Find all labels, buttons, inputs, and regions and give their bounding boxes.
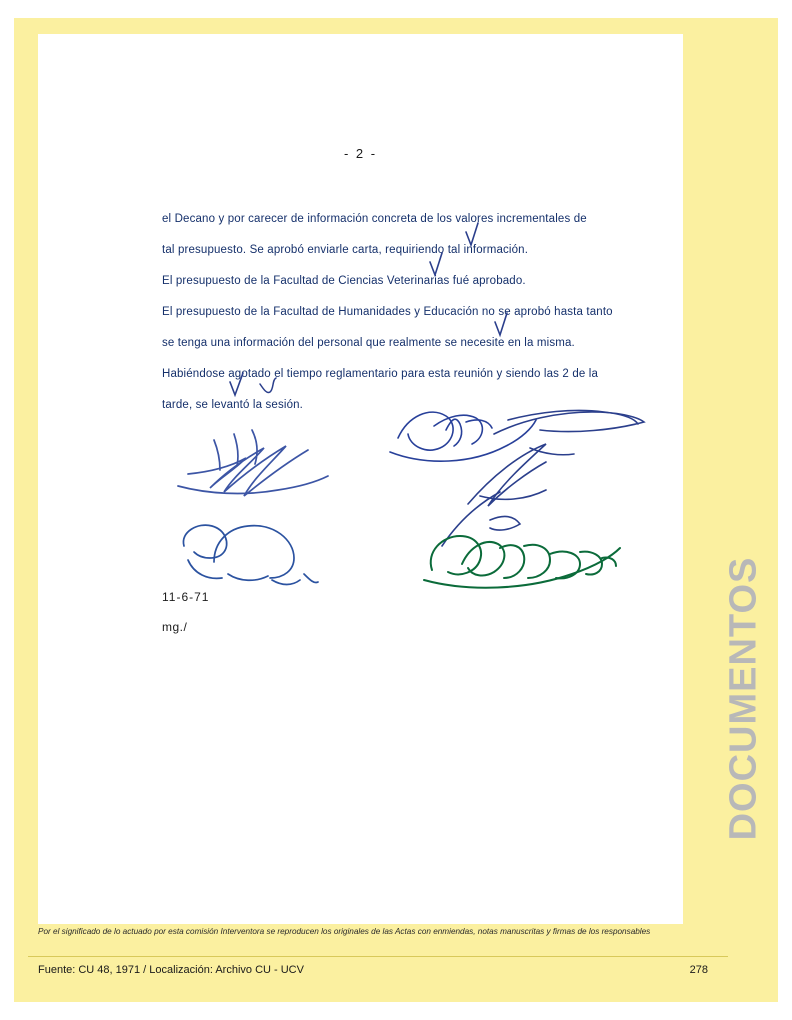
document-page — [14, 18, 778, 1002]
signatures-layer — [38, 34, 683, 924]
footer-divider — [28, 956, 728, 957]
typed-line: tarde, se levantó la sesión. — [162, 399, 304, 411]
footer-note: Por el significado de lo actuado por esta comisión Interventora se reproducen los originales de las Actas con enmiendas, notas manuscritas y firmas de los responsables — [38, 927, 651, 936]
signature-middle-right — [442, 444, 546, 546]
typed-body — [162, 204, 632, 421]
typed-line: El presupuesto de la Facultad de Ciencias Veterinarias fué aprobado. — [162, 275, 526, 287]
section-label-text: DOCUMENTOS — [722, 556, 765, 840]
handwritten-date: 11-6-71 — [162, 590, 210, 604]
signature-green — [424, 536, 620, 588]
footer-source: Fuente: CU 48, 1971 / Localización: Archivo CU - UCV — [38, 964, 304, 976]
typist-initials: mg./ — [162, 620, 188, 634]
sheet-page-marker: - 2 - — [343, 146, 378, 161]
scanned-sheet — [38, 34, 683, 924]
signature-lower-left — [183, 525, 318, 584]
footer-page-number: 278 — [689, 964, 708, 976]
signature-left — [178, 430, 328, 496]
typed-line: Habiéndose agotado el tiempo reglamentario para esta reunión y siendo las 2 de la — [162, 368, 599, 380]
typed-line: tal presupuesto. Se aprobó enviarle carta, requiriendo tal información. — [162, 244, 529, 256]
typed-line: se tenga una información del personal que realmente se necesite en la misma. — [162, 337, 575, 349]
typed-line: el Decano y por carecer de información concreta de los valores incrementales de — [162, 213, 587, 225]
section-label-documentos — [716, 488, 772, 908]
typed-line: El presupuesto de la Facultad de Humanidades y Educación no se aprobó hasta tanto — [162, 306, 613, 318]
